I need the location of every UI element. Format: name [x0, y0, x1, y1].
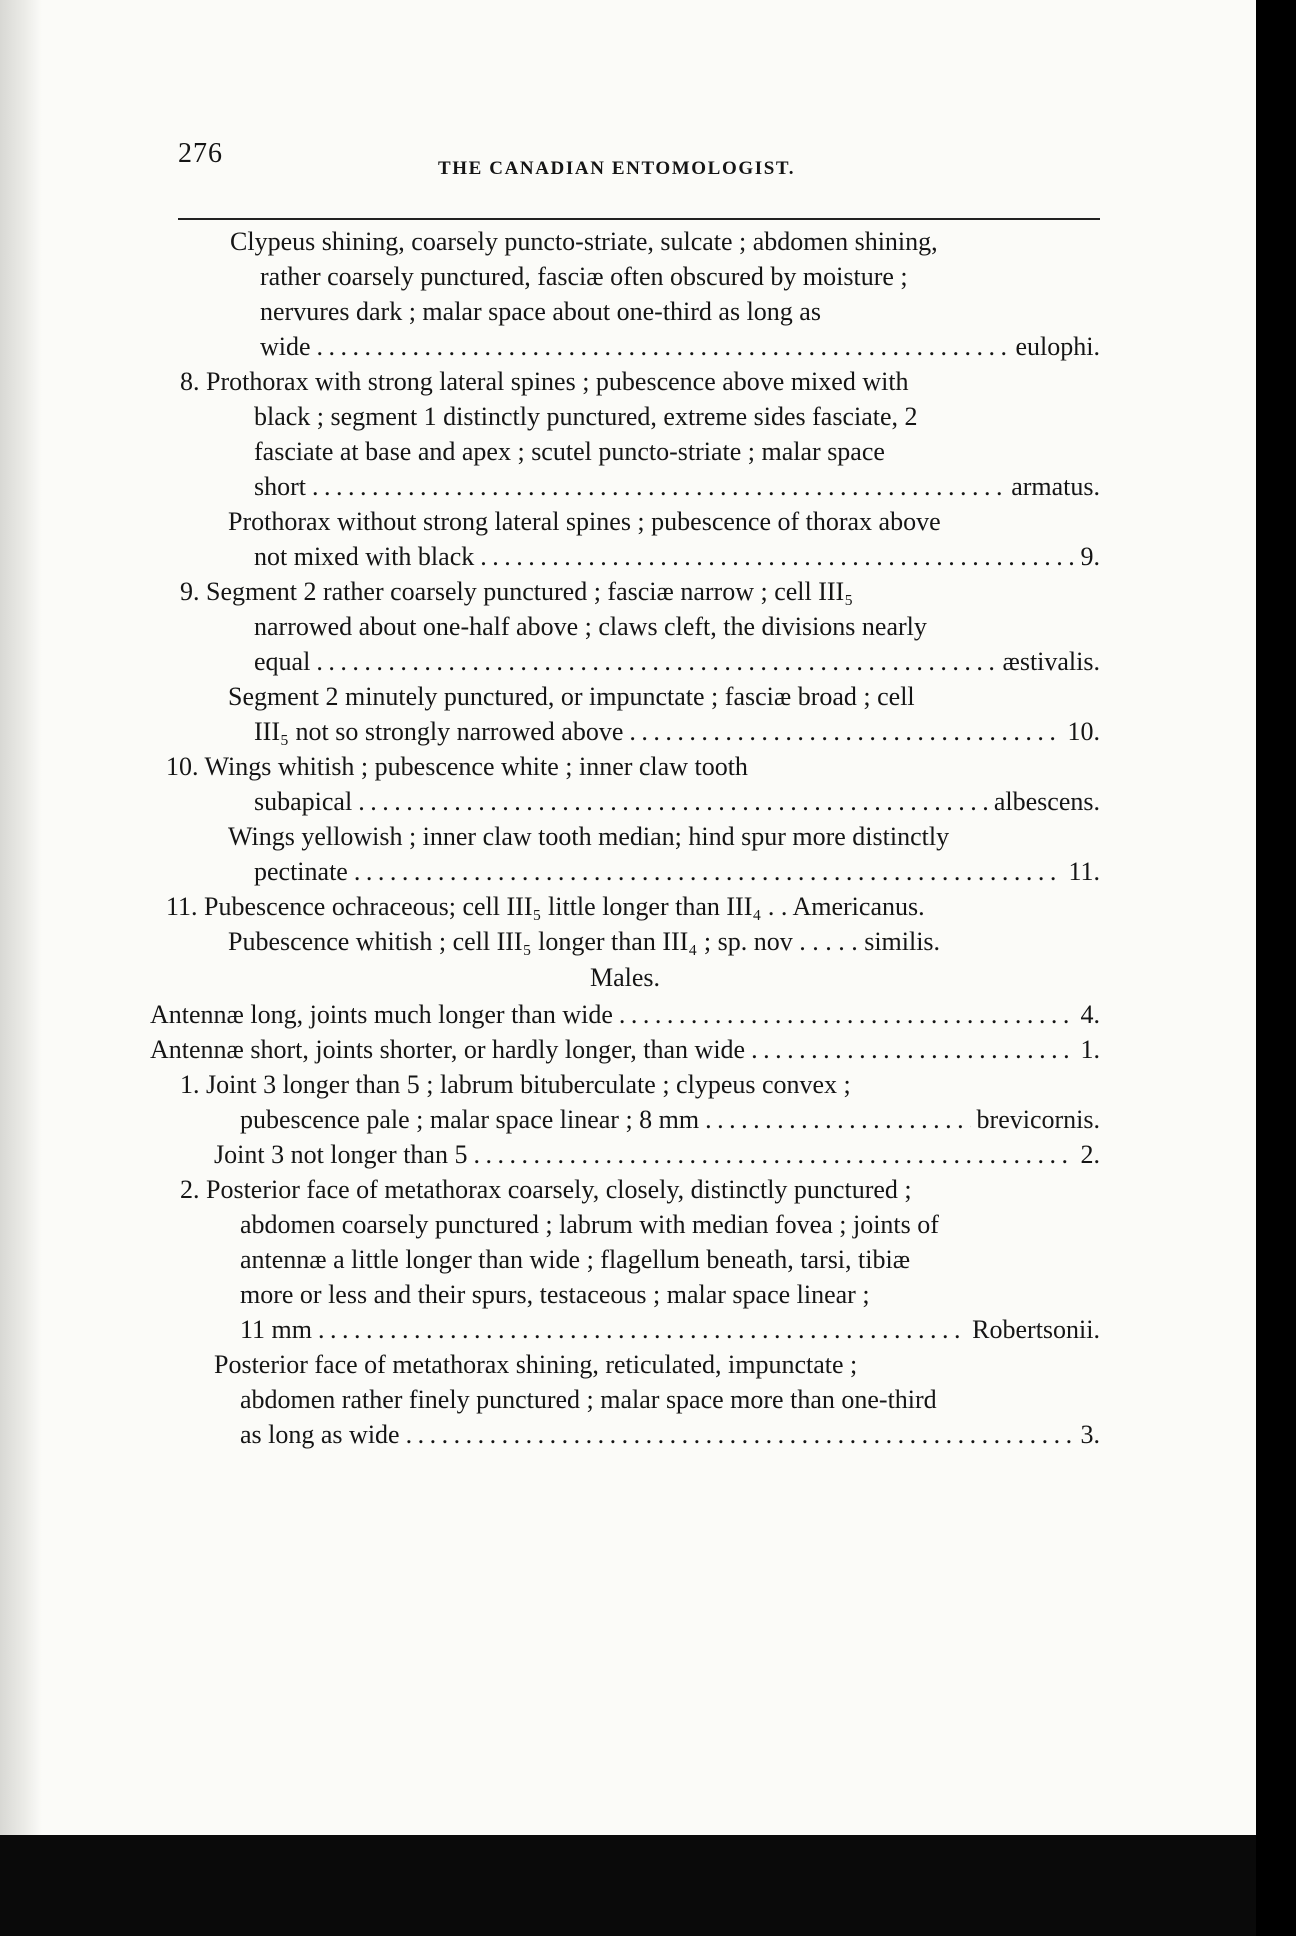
- key-line-result: 4.: [1080, 1000, 1100, 1029]
- key-line: [150, 997, 1100, 1032]
- key-line: [150, 644, 1100, 679]
- key-line-text: Joint 3 not longer than 5: [214, 1140, 468, 1169]
- leader-line: [254, 784, 1100, 819]
- key-line-text: pectinate: [254, 857, 348, 886]
- key-line: [150, 539, 1100, 574]
- dot-leader: [473, 1137, 1074, 1172]
- dot-leader: [312, 469, 1005, 504]
- leader-line: [254, 469, 1100, 504]
- leader-line: [254, 854, 1100, 889]
- dot-leader: [705, 1102, 970, 1137]
- key-line: [150, 714, 1100, 749]
- key-line-text: not mixed with black: [254, 542, 475, 571]
- dot-leader: [406, 1417, 1075, 1452]
- leader-line: [240, 1102, 1100, 1137]
- header-rule: [178, 218, 1100, 220]
- page-number: 276: [178, 138, 223, 169]
- key-line: [150, 469, 1100, 504]
- key-line-text: equal: [254, 647, 311, 676]
- key-line: antennæ a little longer than wide ; flagellum beneath, tarsi, tibiæ: [240, 1245, 911, 1274]
- key-line-text: Antennæ long, joints much longer than wide: [150, 1000, 613, 1029]
- key-line-result: 3.: [1080, 1420, 1100, 1449]
- leader-line: [150, 1032, 1100, 1067]
- key-line-result: 11.: [1068, 857, 1100, 886]
- key-line: narrowed about one-half above ; claws cleft, the divisions nearly: [254, 612, 927, 641]
- section-heading-males: Males.: [589, 963, 661, 992]
- running-head: THE CANADIAN ENTOMOLOGIST.: [438, 158, 796, 179]
- leader-line: [260, 329, 1100, 364]
- key-line: Prothorax without strong lateral spines ; pubescence of thorax above: [228, 507, 941, 536]
- dot-leader: [629, 714, 1061, 749]
- key-line: more or less and their spurs, testaceous ; malar space linear ;: [240, 1280, 870, 1309]
- key-line-result: æstivalis.: [1002, 647, 1100, 676]
- key-line: Pubescence whitish ; cell III₅ longer than III₄ ; sp. nov . . . . . similis.: [228, 927, 941, 956]
- key-line: fasciate at base and apex ; scutel puncto-striate ; malar space: [254, 437, 885, 466]
- dot-leader: [317, 329, 1010, 364]
- key-line: [150, 329, 1100, 364]
- key-line: rather coarsely punctured, fasciæ often obscured by moisture ;: [260, 262, 908, 291]
- key-line: [150, 1417, 1100, 1452]
- leader-line: [254, 644, 1100, 679]
- key-line: [150, 854, 1100, 889]
- leader-line: [254, 539, 1100, 574]
- key-line-result: armatus.: [1011, 472, 1100, 501]
- key-line: Clypeus shining, coarsely puncto-striate, sulcate ; abdomen shining,: [230, 227, 938, 256]
- key-line-text: 11 mm: [240, 1315, 312, 1344]
- leader-line: [150, 997, 1100, 1032]
- key-line: 9. Segment 2 rather coarsely punctured ; fasciæ narrow ; cell III₅: [180, 577, 854, 606]
- key-line: Posterior face of metathorax shining, reticulated, impunctate ;: [214, 1350, 858, 1379]
- key-line-text: subapical: [254, 787, 353, 816]
- key-line: [150, 1137, 1100, 1172]
- key-line-result: 1.: [1080, 1035, 1100, 1064]
- leader-line: [254, 714, 1100, 749]
- key-line-result: 2.: [1080, 1140, 1100, 1169]
- key-line-result: Robertsonii.: [972, 1315, 1100, 1344]
- key-line-result: brevicornis.: [976, 1105, 1100, 1134]
- key-line: [150, 1312, 1100, 1347]
- key-line: Wings yellowish ; inner claw tooth median; hind spur more distinctly: [228, 822, 950, 851]
- dot-leader: [358, 784, 988, 819]
- key-line-text: Antennæ short, joints shorter, or hardly longer, than wide: [150, 1035, 746, 1064]
- leader-line: [214, 1137, 1100, 1172]
- leader-line: [240, 1312, 1100, 1347]
- key-text: [150, 224, 1100, 1452]
- dot-leader: [619, 997, 1075, 1032]
- key-line-result: eulophi.: [1015, 332, 1100, 361]
- key-line: 8. Prothorax with strong lateral spines ; pubescence above mixed with: [180, 367, 909, 396]
- key-line-text: short: [254, 472, 306, 501]
- dot-leader: [751, 1032, 1074, 1067]
- key-line: abdomen rather finely punctured ; malar space more than one-third: [240, 1385, 937, 1414]
- key-line: [150, 784, 1100, 819]
- key-line: 10. Wings whitish ; pubescence white ; inner claw tooth: [166, 752, 748, 781]
- key-line: [150, 1032, 1100, 1067]
- key-line: 1. Joint 3 longer than 5 ; labrum bituberculate ; clypeus convex ;: [180, 1070, 851, 1099]
- key-line: Segment 2 minutely punctured, or impunctate ; fasciæ broad ; cell: [228, 682, 915, 711]
- key-line: nervures dark ; malar space about one-third as long as: [260, 297, 821, 326]
- key-line: black ; segment 1 distinctly punctured, extreme sides fasciate, 2: [254, 402, 918, 431]
- key-line-text: III₅ not so strongly narrowed above: [254, 717, 624, 746]
- dot-leader: [316, 644, 996, 679]
- key-line: 2. Posterior face of metathorax coarsely, closely, distinctly punctured ;: [180, 1175, 912, 1204]
- key-line-result: albescens.: [993, 787, 1100, 816]
- key-line-text: as long as wide: [240, 1420, 400, 1449]
- key-line: [150, 1102, 1100, 1137]
- scan-border: [1256, 0, 1296, 1936]
- dot-leader: [354, 854, 1063, 889]
- key-line-result: 9.: [1080, 542, 1100, 571]
- key-line: abdomen coarsely punctured ; labrum with median fovea ; joints of: [240, 1210, 939, 1239]
- key-line-text: wide: [260, 332, 311, 361]
- leader-line: [240, 1417, 1100, 1452]
- key-line-result: 10.: [1067, 717, 1100, 746]
- key-line: 11. Pubescence ochraceous; cell III₅ little longer than III₄ . . Americanus.: [166, 892, 925, 921]
- key-line-text: pubescence pale ; malar space linear ; 8 mm: [240, 1105, 700, 1134]
- dot-leader: [318, 1312, 966, 1347]
- dot-leader: [480, 539, 1074, 574]
